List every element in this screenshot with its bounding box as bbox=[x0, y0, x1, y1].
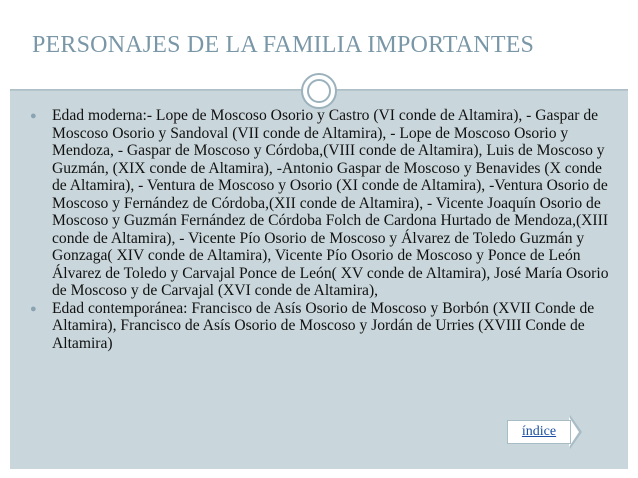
bullet-icon: ● bbox=[30, 302, 37, 315]
circle-ornament-icon bbox=[301, 73, 337, 109]
bullet-icon: ● bbox=[30, 110, 37, 122]
slide bbox=[10, 10, 628, 468]
circle-ornament-inner bbox=[307, 79, 331, 103]
indice-link[interactable]: índice bbox=[507, 420, 571, 444]
bullet-item-edad-moderna bbox=[30, 107, 615, 300]
slide-title: PERSONAJES DE LA FAMILIA IMPORTANTES bbox=[32, 32, 535, 58]
title-area bbox=[10, 10, 628, 75]
bullet-text: Edad contemporánea: Francisco de Asís Osorio de Moscoso y Borbón (XVII Conde de Altamira), Francisco de Asís Osorio de Moscoso y Jordán de Urries (XVIII Conde de Altamira) bbox=[52, 299, 595, 352]
bullet-list bbox=[30, 107, 615, 352]
bullet-text: Edad moderna:- Lope de Moscoso Osorio y Castro (VI conde de Altamira), - Gaspar de Moscoso Osorio y Sandoval (VII conde de Altamira), - Lope de Moscoso Osorio y Mendoza, - Gaspar de Moscoso y Córdoba,(VIII conde de Altamira), Luis de Moscoso y Guzmán, (XIX conde de Altamira), -Antonio Gaspar de Moscoso y Benavides (X conde de Altamira), - Ventura de Moscoso y Osorio (XI conde de Altamira), -Ventura Osorio de Moscoso y Fernández de Córdoba,(XII conde de Altamira), - Vicente Joaquín Osorio de Moscoso y Guzmán Fernández de Córdoba Folch de Cardona Hurtado de Mendoza,(XIII conde de Altamira), - Vicente Pío Osorio de Moscoso y Álvarez de Toledo Guzmán y Gonzaga( XIV conde de Altamira), Vicente Pío Osorio de Moscoso y Ponce de León Álvarez de Toledo y Carvajal Ponce de León( XV conde de Altamira), José María Osorio de Moscoso y de Carvajal (XVI conde de Altamira), bbox=[52, 107, 609, 299]
bullet-item-edad-contemporanea bbox=[30, 300, 615, 353]
